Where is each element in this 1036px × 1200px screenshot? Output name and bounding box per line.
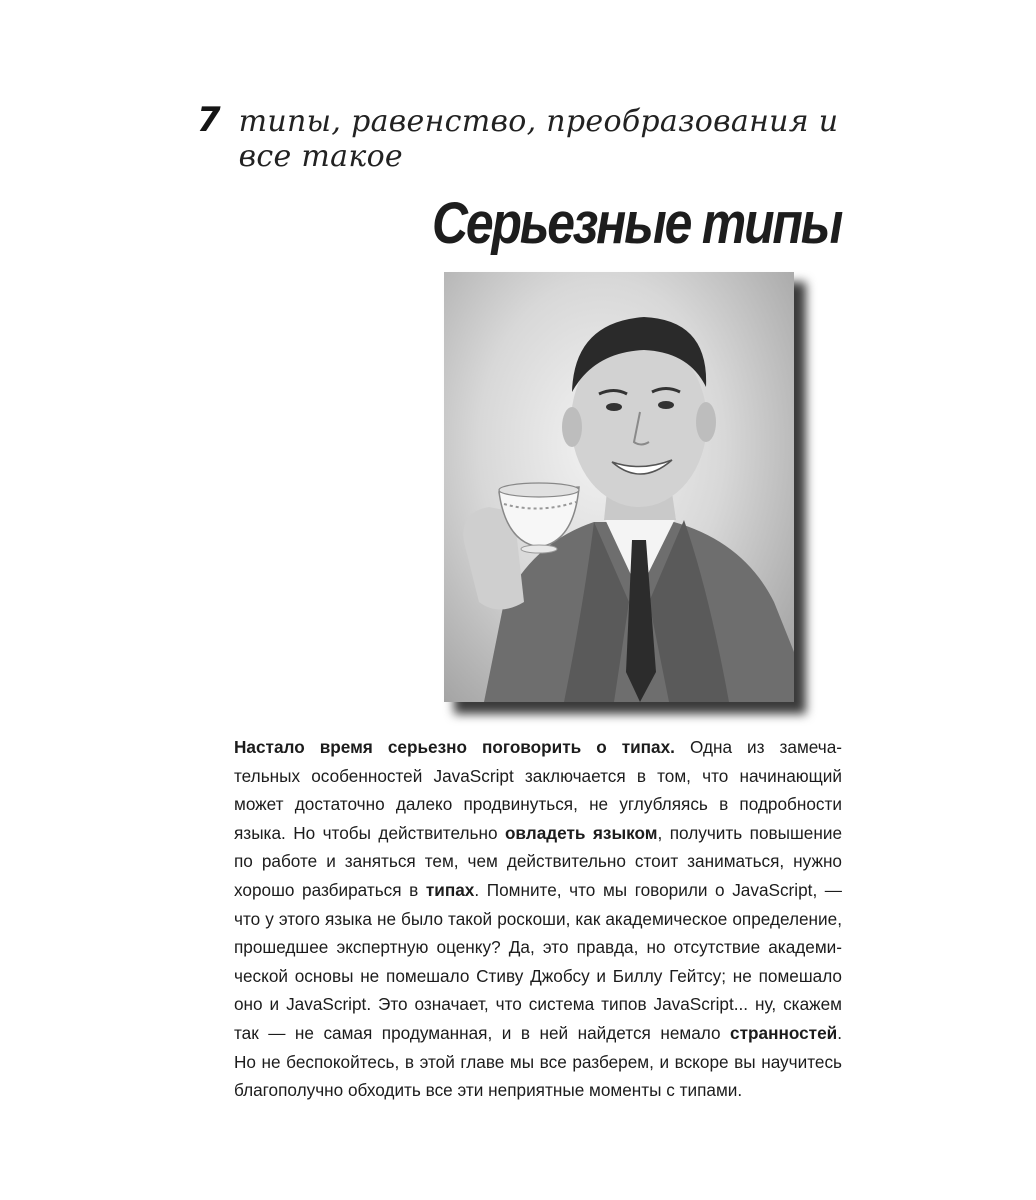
paragraph-line: [234, 819, 842, 848]
text-run: . Помните, что мы говорили о JavaScript, —: [474, 879, 842, 900]
text-run: по работе и заняться тем, чем действительно стоит заниматься, нужно: [234, 851, 842, 872]
paragraph-line: [234, 733, 842, 762]
text-run: благополучно обходить все эти неприятные моменты с типами.: [234, 1080, 743, 1101]
bold-phrase: Настало время серьезно поговорить о типах.: [234, 737, 675, 757]
body-paragraph: [234, 733, 842, 1105]
bold-phrase: типах: [425, 879, 475, 900]
text-run: языка. Но чтобы действительно: [234, 822, 505, 843]
text-run: .: [837, 1022, 842, 1043]
bold-phrase: овладеть языком: [504, 822, 658, 843]
paragraph-line: [234, 1019, 842, 1048]
text-run: что у этого языка не было такой роскоши, как академическое определение,: [234, 908, 842, 929]
paragraph-line: [234, 1076, 842, 1105]
paragraph-line: [234, 1048, 842, 1077]
paragraph-line: [234, 876, 842, 905]
chapter-heading: [197, 100, 897, 174]
chapter-number: 7: [197, 100, 221, 140]
text-run: оно и JavaScript. Это означает, что система типов JavaScript... ну, скажем: [234, 994, 842, 1015]
paragraph-line: [234, 933, 842, 962]
paragraph-line: [234, 962, 842, 991]
text-run: Но не беспокойтесь, в этой главе мы все разберем, и вскоре вы научитесь: [234, 1051, 842, 1072]
paragraph-line: [234, 762, 842, 791]
text-run: Одна из замеча-: [674, 737, 843, 757]
text-run: ческой основы не помешало Стиву Джобсу и Биллу Гейтсу; не помешало: [234, 965, 842, 986]
chapter-title: типы, равенство, преобразования и все такое: [238, 104, 839, 174]
paragraph-line: [234, 790, 842, 819]
section-title: Серьезные типы: [432, 191, 842, 256]
text-run: прошедшее экспертную оценку? Да, это правда, но отсутствие академи-: [234, 937, 842, 958]
bold-phrase: странностей: [730, 1022, 838, 1043]
person-with-teacup-photo: [444, 272, 794, 702]
text-run: , получить повышение: [657, 822, 843, 843]
text-run: так — не самая продуманная, и в ней найдется немало: [234, 1022, 731, 1043]
paragraph-line: [234, 847, 842, 876]
paragraph-line: [234, 990, 842, 1019]
text-run: хорошо разбираться в: [234, 879, 426, 900]
paragraph-line: [234, 905, 842, 934]
text-run: может достаточно далеко продвинуться, не углубляясь в подробности: [234, 794, 842, 815]
text-run: тельных особенностей JavaScript заключается в том, что начинающий: [234, 765, 842, 786]
